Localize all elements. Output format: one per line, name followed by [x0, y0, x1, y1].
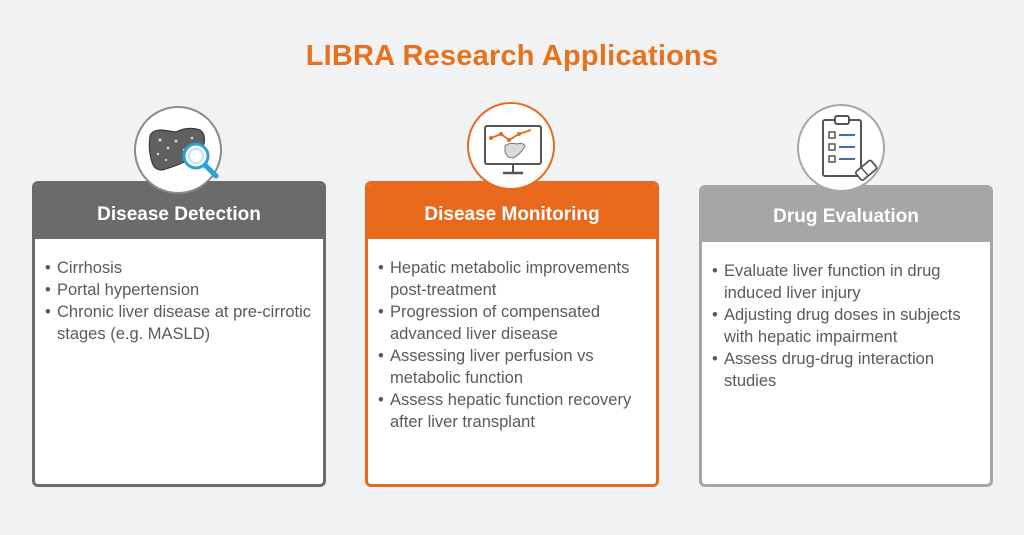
monitor-chart-icon [467, 102, 555, 190]
list-item: • Assessing liver perfusion vs metabolic function [378, 345, 646, 389]
card-heading: Disease Monitoring [368, 184, 656, 239]
list-item: • Hepatic metabolic improvements post-treatment [378, 257, 646, 301]
list-item: • Portal hypertension [45, 279, 313, 301]
disease-detection-card [32, 181, 326, 487]
list-item: • Assess drug-drug interaction studies [712, 348, 980, 392]
card-list [35, 239, 323, 345]
card-heading: Drug Evaluation [702, 188, 990, 242]
card-list [702, 242, 990, 392]
list-item: • Adjusting drug doses in subjects with hepatic impairment [712, 304, 980, 348]
list-item: • Evaluate liver function in drug induced liver injury [712, 260, 980, 304]
list-item: • Assess hepatic function recovery after liver transplant [378, 389, 646, 433]
disease-monitoring-card [365, 181, 659, 487]
list-item: • Progression of compensated advanced liver disease [378, 301, 646, 345]
list-item: • Cirrhosis [45, 257, 313, 279]
card-heading: Disease Detection [35, 184, 323, 239]
liver-magnifier-icon [134, 106, 222, 194]
card-list [368, 239, 656, 433]
clipboard-checklist-icon [797, 104, 885, 192]
list-item: • Chronic liver disease at pre-cirrotic stages (e.g. MASLD) [45, 301, 313, 345]
drug-evaluation-card [699, 185, 993, 487]
page-title: LIBRA Research Applications [305, 40, 719, 72]
